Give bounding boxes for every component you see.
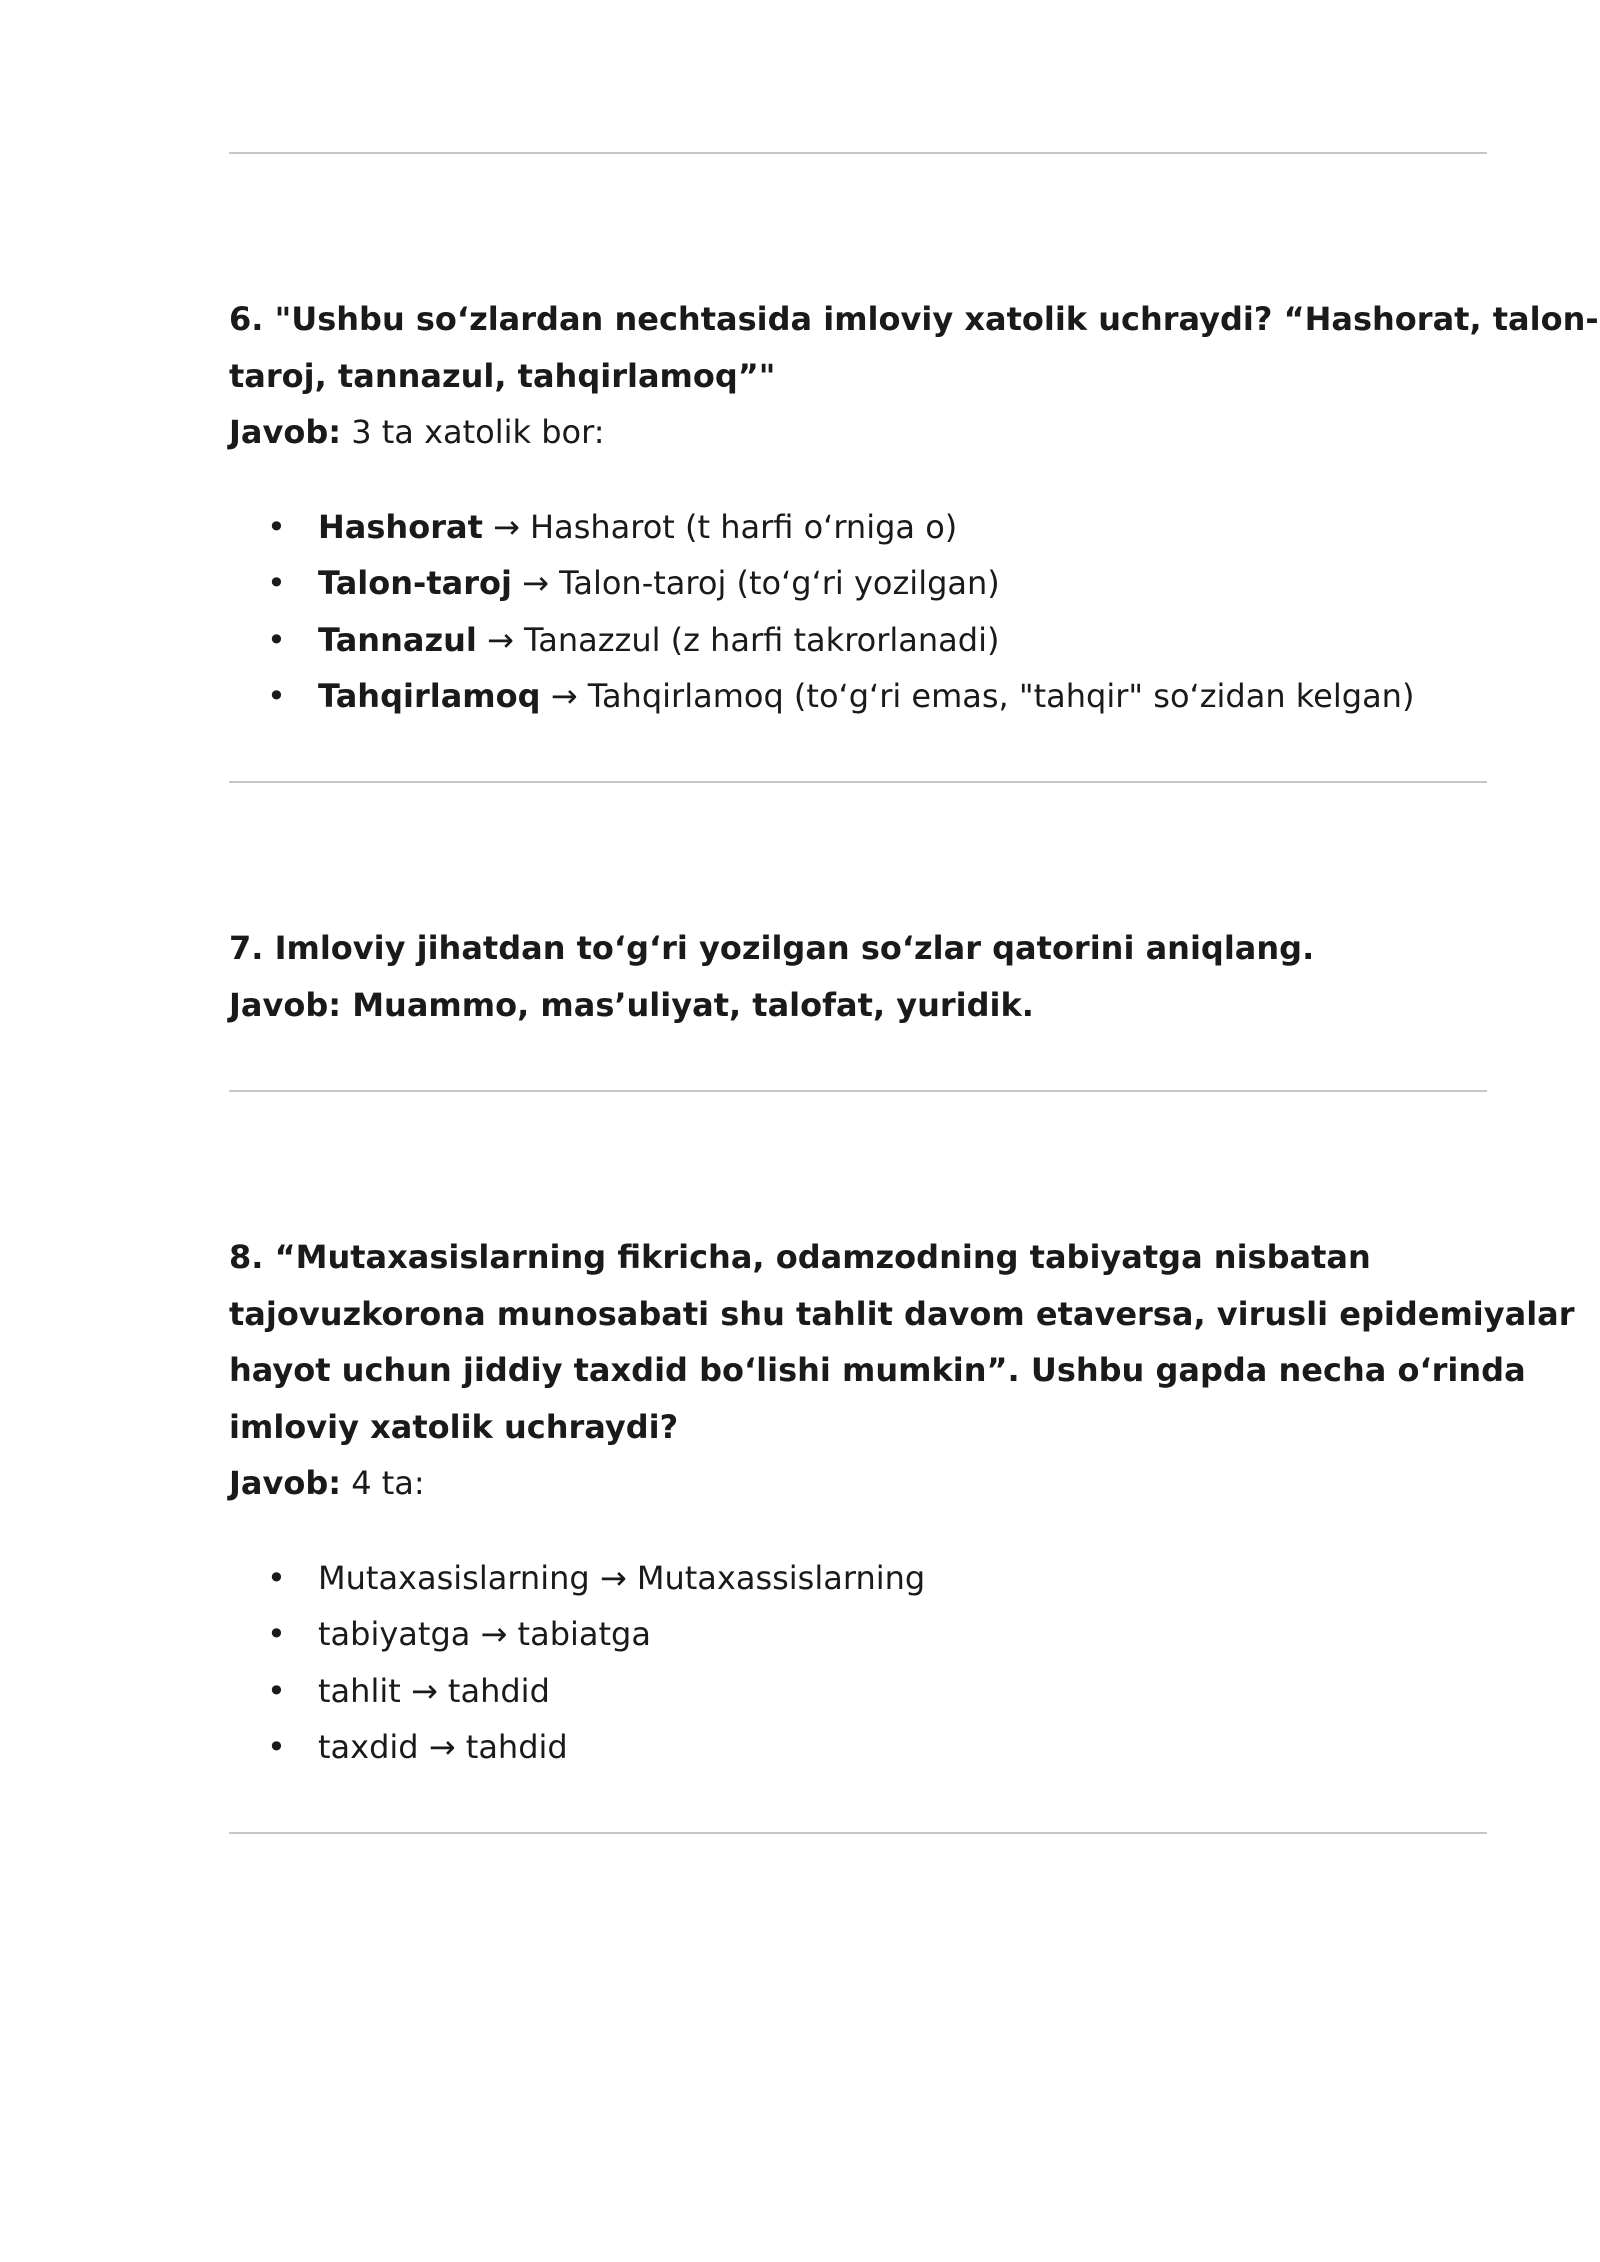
question-8-line-1: 8. “Mutaxasislarning fikricha, odamzodning tabiyatga nisbatan xyxy=(229,1238,1371,1276)
divider-top xyxy=(229,152,1487,154)
arrow-icon: → xyxy=(482,507,531,546)
bullet-icon: • xyxy=(267,1671,286,1710)
divider-after-q6 xyxy=(229,781,1487,783)
answer-7 xyxy=(229,977,1487,1034)
question-7-line-1: 7. Imloviy jihatdan to‘g‘ri yozilgan so‘zlar qatorini aniqlang. xyxy=(229,929,1315,967)
arrow-icon: → xyxy=(476,620,524,659)
item-correction: Talon-taroj (to‘g‘ri yozilgan) xyxy=(559,564,1000,602)
question-6-line-2: taroj, tannazul, tahqirlamoq”" xyxy=(229,356,776,395)
item-term: Hashorat xyxy=(318,507,483,546)
item-text: tahlit → tahdid xyxy=(318,1671,550,1710)
list-item xyxy=(229,1663,1487,1720)
question-8-block xyxy=(229,1229,1575,1776)
item-text: taxdid → tahdid xyxy=(318,1728,568,1766)
divider-bottom xyxy=(229,1832,1487,1834)
bullet-icon: • xyxy=(267,620,286,659)
bullet-icon: • xyxy=(267,507,286,546)
list-item xyxy=(229,1606,1487,1663)
bullet-icon: • xyxy=(267,677,286,715)
list-item xyxy=(229,668,1487,725)
item-correction: Hasharot (t harfi o‘rniga o) xyxy=(530,507,958,546)
answer-text: 4 ta: xyxy=(341,1464,425,1502)
bullet-icon: • xyxy=(267,1615,286,1653)
answer-label: Javob: xyxy=(229,413,342,451)
list-item xyxy=(229,612,1487,669)
bullet-icon: • xyxy=(267,1558,286,1597)
answer-label: Javob: xyxy=(229,985,342,1024)
answer-6-list xyxy=(229,499,1487,725)
bullet-icon: • xyxy=(267,1728,286,1766)
item-text: Mutaxasislarning → Mutaxassislarning xyxy=(318,1558,926,1597)
list-item xyxy=(229,1719,1487,1776)
item-term: Tahqirlamoq xyxy=(318,677,541,715)
list-item xyxy=(229,499,1487,556)
item-term: Tannazul xyxy=(318,620,477,659)
question-6-block xyxy=(229,291,1599,725)
question-8-line-4: imloviy xatolik uchraydi? xyxy=(229,1407,679,1446)
answer-6 xyxy=(229,404,1487,461)
question-7-block xyxy=(229,920,1487,1033)
arrow-icon: → xyxy=(511,564,560,602)
item-correction: Tanazzul (z harfi takrorlanadi) xyxy=(523,620,1000,659)
item-correction: Tahqirlamoq (to‘g‘ri emas, "tahqir" so‘zidan kelgan) xyxy=(587,677,1415,715)
list-item xyxy=(229,555,1487,612)
arrow-icon: → xyxy=(540,677,588,715)
bullet-icon: • xyxy=(267,564,286,602)
question-8-line-2: tajovuzkorona munosabati shu tahlit davom etaversa, virusli epidemiyalar xyxy=(229,1294,1575,1333)
answer-8 xyxy=(229,1455,1487,1512)
question-8-line-3: hayot uchun jiddiy taxdid bo‘lishi mumkin”. Ushbu gapda necha o‘rinda xyxy=(229,1351,1526,1389)
answer-8-list xyxy=(229,1550,1487,1776)
answer-text: 3 ta xatolik bor: xyxy=(341,413,605,451)
answer-text: Muammo, mas’uliyat, talofat, yuridik. xyxy=(341,985,1034,1024)
list-item xyxy=(229,1550,1487,1607)
divider-after-q7 xyxy=(229,1090,1487,1092)
item-text: tabiyatga → tabiatga xyxy=(318,1615,651,1653)
item-term: Talon-taroj xyxy=(318,564,512,602)
answer-label: Javob: xyxy=(229,1464,342,1502)
question-6-line-1: 6. "Ushbu so‘zlardan nechtasida imloviy xatolik uchraydi? “Hashorat, talon- xyxy=(229,300,1599,338)
